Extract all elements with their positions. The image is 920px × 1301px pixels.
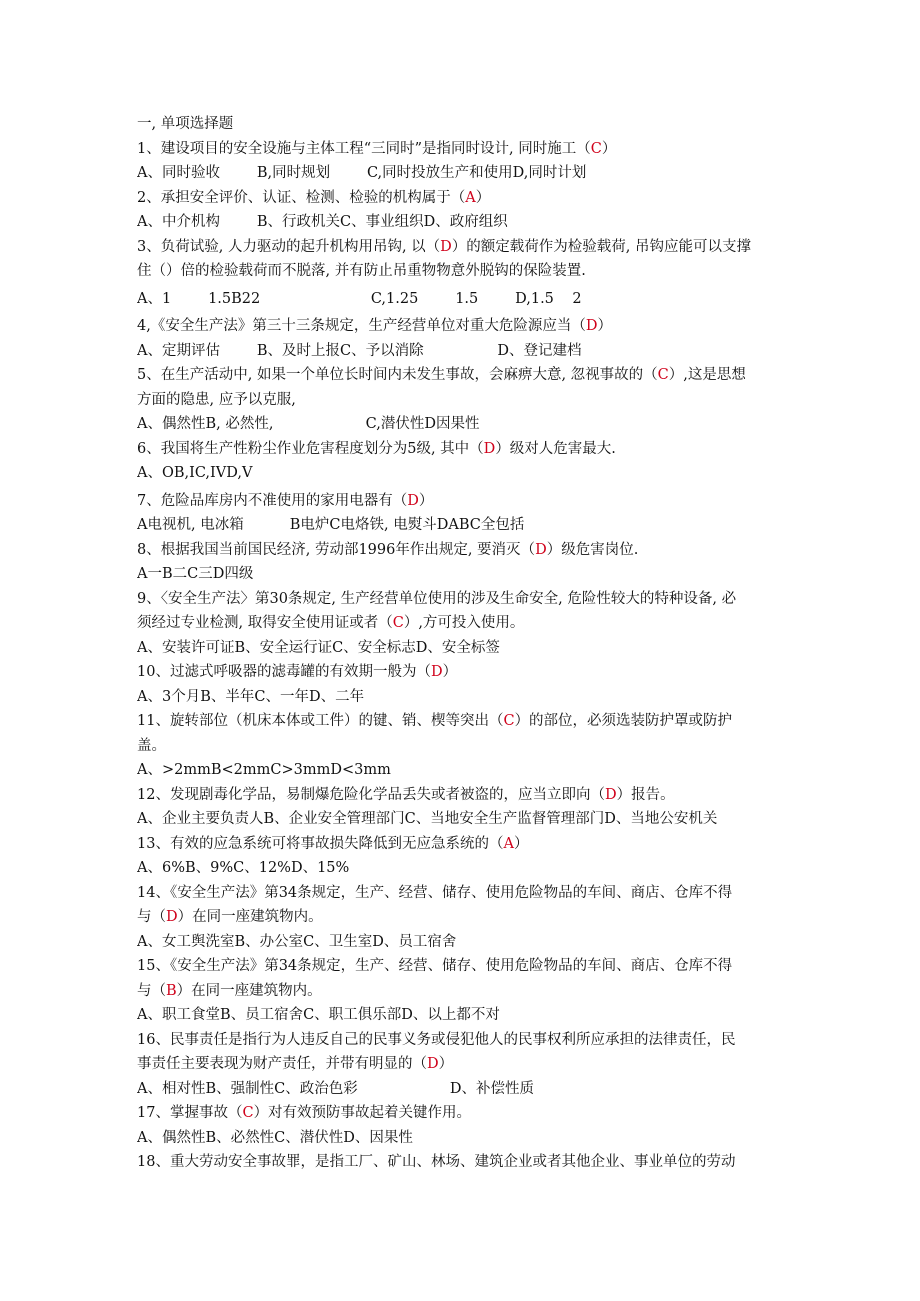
line-text: 15、《安全生产法》第34条规定，生产、经营、储存、使用危险物品的车间、商店、仓库不得 [137, 958, 733, 974]
answer-letter: D [483, 440, 496, 457]
line-text: 10、过滤式呼吸器的滤毒罐的有效期一般为（ [137, 664, 431, 680]
line-text: 盖。 [137, 737, 166, 754]
text-line [137, 186, 787, 211]
answer-letter: D [604, 786, 617, 803]
line-text: A、3个月B、半年C、一年D、二年 [137, 688, 365, 705]
line-text-after: ）对有效预防事故起着关键作用。 [253, 1105, 472, 1121]
text-line [137, 954, 787, 979]
answer-letter: C [503, 713, 515, 729]
text-line [137, 734, 787, 759]
line-text: A、>2mmB<2mmC>3mmD<3mm [137, 762, 391, 778]
text-line [137, 1101, 787, 1126]
line-text: 17、掌握事故（ [137, 1105, 243, 1121]
text-line [137, 210, 787, 235]
section-title: 一, 单项选择题 [137, 116, 234, 132]
line-text-after: ） [475, 189, 491, 206]
text-line [137, 758, 787, 783]
line-text: 7、危险品库房内不准使用的家用电器有（ [137, 492, 408, 509]
text-line [137, 259, 787, 284]
text-line [137, 930, 787, 955]
text-line [137, 461, 787, 486]
answer-letter: C [242, 1105, 254, 1121]
line-text: 1、建设项目的安全设施与主体工程“三同时”是指同时设计, 同时施工（ [137, 140, 591, 157]
line-text: 事责任主要表现为财产责任，并带有明显的（ [137, 1056, 427, 1072]
text-line [137, 235, 787, 260]
line-text: 6、我国将生产性粉尘作业危害程度划分为5级, 其中（ [137, 440, 484, 457]
line-text: 方面的隐患, 应予以克服, [137, 391, 296, 408]
answer-letter: D [535, 541, 547, 558]
answer-letter: D [166, 909, 178, 925]
line-text-after: ） [597, 318, 612, 334]
line-text: A、职工食堂B、员工宿舍C、职工俱乐部D、以上都不对 [137, 1007, 500, 1023]
text-line [137, 905, 787, 930]
answer-letter: C [590, 140, 602, 157]
text-line [137, 783, 787, 808]
line-text: 与（ [137, 982, 166, 999]
line-text: A、企业主要负责人B、企业安全管理部门C、当地安全生产监督管理部门D、当地公安机关 [137, 811, 718, 827]
answer-letter: C [657, 367, 669, 383]
line-text-after: ） [418, 492, 434, 509]
text-line [137, 388, 787, 413]
line-text: A、中介机构 B、行政机关C、事业组织D、政府组织 [137, 214, 508, 230]
line-text: A、安装许可证B、安全运行证C、安全标志D、安全标签 [137, 639, 500, 656]
line-text-after: ）在同一座建筑物内。 [177, 909, 323, 925]
line-text-after: ）在同一座建筑物内。 [176, 982, 322, 999]
line-text: 4,《安全生产法》第三十三条规定，生产经营单位对重大危险源应当（ [137, 318, 586, 334]
line-text: A、1 1.5B22 C,1.25 1.5 D,1.5 2 [137, 290, 582, 307]
line-text: 13、有效的应急系统可将事故损失降低到无应急系统的（ [137, 835, 504, 852]
line-text: 14、《安全生产法》第34条规定，生产、经营、储存、使用危险物品的车间、商店、仓库不得 [137, 884, 733, 901]
document-body [137, 112, 787, 1175]
text-line [137, 161, 787, 186]
text-line [137, 807, 787, 832]
line-text-after: ）报告。 [616, 786, 675, 803]
line-text: A、OB,IC,IVD,V [137, 465, 253, 481]
text-line [137, 489, 787, 514]
line-text: A、偶然性B, 必然性, C,潜伏性D因果性 [137, 416, 480, 432]
answer-letter: A [503, 835, 514, 852]
line-text-after: ） [601, 140, 617, 157]
text-line [137, 437, 787, 462]
text-line [137, 412, 787, 437]
text-line [137, 1028, 787, 1053]
text-line [137, 856, 787, 881]
line-text: A一B二C三D四级 [137, 566, 254, 582]
line-text-after: ） [442, 664, 458, 680]
answer-letter: D [585, 318, 598, 334]
line-text-after: ） [513, 835, 529, 852]
text-line [137, 881, 787, 906]
text-line [137, 562, 787, 587]
line-text: A、相对性B、强制性C、政治色彩 D、补偿性质 [137, 1080, 535, 1097]
question-list [137, 137, 787, 1175]
line-text: A电视机, 电冰箱 B电炉C电烙铁, 电熨斗DABC全包括 [137, 517, 525, 533]
text-line [137, 611, 787, 636]
line-text-after: ）级对人危害最大. [495, 440, 616, 457]
text-line [137, 1126, 787, 1151]
text-line [137, 287, 787, 312]
answer-letter: A [465, 189, 476, 206]
line-text-after: ） [438, 1056, 454, 1072]
line-text-after: ）,方可投入使用。 [403, 615, 525, 631]
text-line [137, 339, 787, 364]
answer-letter: D [407, 492, 419, 509]
text-line [137, 1077, 787, 1102]
line-text: 16、民事责任是指行为人违反自己的民事义务或侵犯他人的民事权利所应承担的法律责任，民 [137, 1031, 736, 1048]
line-text: 12、发现剧毒化学品，易制爆危险化学品丢失或者被盗的，应当立即向（ [137, 786, 605, 803]
text-line [137, 979, 787, 1004]
answer-letter: B [166, 982, 177, 999]
text-line [137, 538, 787, 563]
line-text-after: ）的额定载荷作为检验载荷, 吊钩应能可以支撑 [451, 238, 752, 255]
answer-letter: D [430, 664, 443, 680]
line-text: 8、根据我国当前国民经济, 劳动部1996年作出规定, 要消灭（ [137, 541, 536, 558]
line-text: 2、承担安全评价、认证、检测、检验的机构属于（ [137, 189, 466, 206]
line-text: A、女工舆洗室B、办公室C、卫生室D、员工宿舍 [137, 933, 457, 950]
line-text: 11、旋转部位（机床本体或工件）的键、销、楔等突出（ [137, 713, 504, 729]
line-text: 住（）倍的检验载荷而不脱落, 并有防止吊重物物意外脱钩的保险装置. [137, 263, 586, 279]
text-line [137, 137, 787, 162]
answer-letter: D [440, 238, 452, 255]
text-line [137, 709, 787, 734]
text-line [137, 314, 787, 339]
text-line [137, 1052, 787, 1077]
text-line [137, 685, 787, 710]
line-text: 9、〈安全生产法〉第30条规定, 生产经营单位使用的涉及生命安全, 危险性较大的特种设备, 必 [137, 590, 737, 607]
text-line [137, 587, 787, 612]
text-line [137, 363, 787, 388]
text-line [137, 636, 787, 661]
line-text-after: ）的部位，必须选装防护罩或防护 [514, 713, 733, 729]
line-text: 3、负荷试验, 人力驱动的起升机构用吊钩, 以（ [137, 238, 441, 255]
text-line [137, 513, 787, 538]
line-text-after: ）,这是思想 [668, 367, 746, 383]
answer-letter: C [392, 615, 404, 631]
line-text: 须经过专业检测, 取得安全使用证或者（ [137, 615, 393, 631]
text-line [137, 1003, 787, 1028]
text-line [137, 832, 787, 857]
text-line [137, 660, 787, 685]
line-text-after: ）级危害岗位. [546, 541, 639, 558]
line-text: 与（ [137, 909, 166, 925]
line-text: 18、重大劳动安全事故罪，是指工厂、矿山、林场、建筑企业或者其他企业、事业单位的劳动 [137, 1154, 736, 1170]
line-text: A、同时验收 B,同时规划 C,同时投放生产和使用D,同时计划 [137, 165, 587, 181]
text-line [137, 1150, 787, 1175]
line-text: A、6%B、9%C、12%D、15% [137, 860, 350, 876]
line-text: A、定期评估 B、及时上报C、予以消除 D、登记建档 [137, 342, 582, 359]
line-text: A、偶然性B、必然性C、潜伏性D、因果性 [137, 1129, 413, 1146]
answer-letter: D [427, 1056, 439, 1072]
line-text: 5、在生产活动中, 如果一个单位长时间内未发生事故，会麻痹大意, 忽视事故的（ [137, 367, 658, 383]
